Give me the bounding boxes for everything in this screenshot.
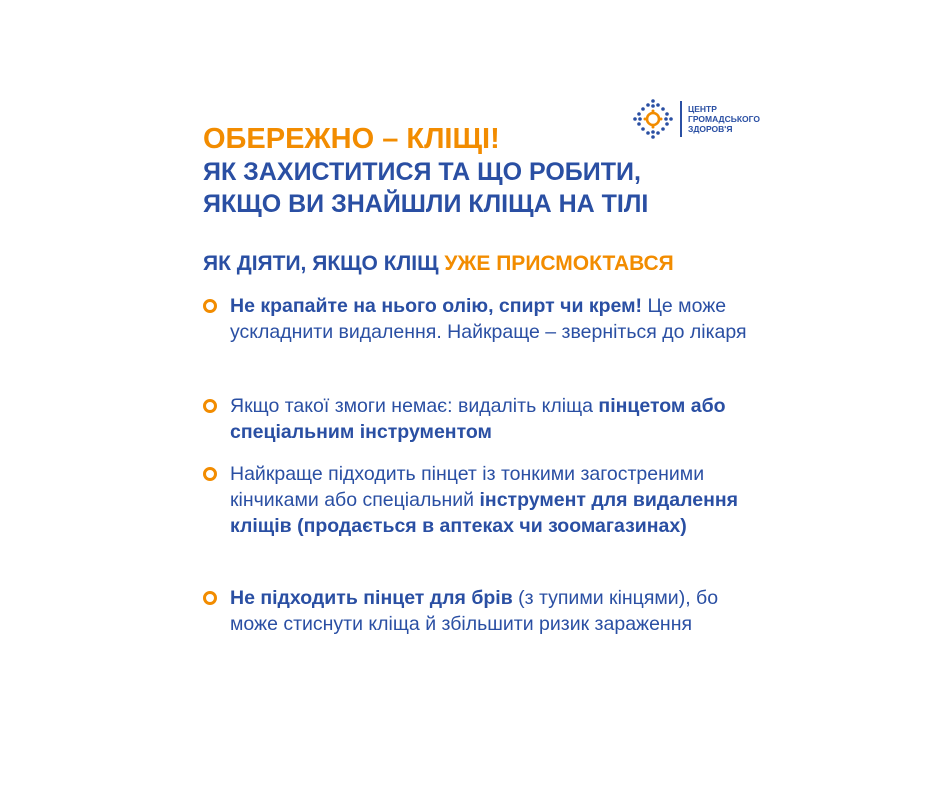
title-line-3: ЯКЩО ВИ ЗНАЙШЛИ КЛІЩА НА ТІЛІ <box>203 190 649 218</box>
page-title <box>203 122 648 220</box>
item-bold: інструмент для видалення кліщів (продається в аптеках чи зоомагазинах) <box>230 489 739 537</box>
subheading <box>203 252 674 276</box>
title-line-1: ОБЕРЕЖНО – КЛІЩІ! <box>203 123 500 155</box>
list-item <box>203 293 763 345</box>
logo-divider <box>680 101 682 137</box>
subheading-highlight: УЖЕ ПРИСМОКТАВСЯ <box>444 252 674 275</box>
logo-line-1: ЦЕНТР <box>688 104 717 114</box>
logo-text <box>688 104 760 134</box>
title-line-2: ЯК ЗАХИСТИТИСЯ ТА ЩО РОБИТИ, <box>203 158 641 186</box>
logo <box>632 98 760 140</box>
logo-line-3: ЗДОРОВ'Я <box>688 124 733 134</box>
item-bold: Не підходить пінцет для брів <box>230 587 513 609</box>
logo-line-2: ГРОМАДСЬКОГО <box>688 114 760 124</box>
item-text: Якщо такої змоги немає: видаліть кліща <box>230 395 599 417</box>
list-item <box>203 585 763 637</box>
item-text: Найкраще підходить пінцет із тонкими загостреними кінчиками або спеціальний <box>230 463 705 511</box>
item-bold: пінцетом або спеціальним інструментом <box>230 395 726 443</box>
subheading-normal: ЯК ДІЯТИ, ЯКЩО КЛІЩ <box>203 252 445 275</box>
list-item <box>203 461 763 539</box>
bullet-icon <box>203 399 217 413</box>
bullet-icon <box>203 591 217 605</box>
list-item <box>203 393 763 445</box>
item-text: (з тупими кінцями), бо може стиснути кліща й збільшити ризик зараження <box>230 587 719 635</box>
bullet-icon <box>203 467 217 481</box>
item-text: Це може ускладнити видалення. Найкраще – зверніться до лікаря <box>230 295 747 343</box>
item-bold: Не крапайте на нього олію, спирт чи крем! <box>230 295 643 317</box>
bullet-icon <box>203 299 217 313</box>
